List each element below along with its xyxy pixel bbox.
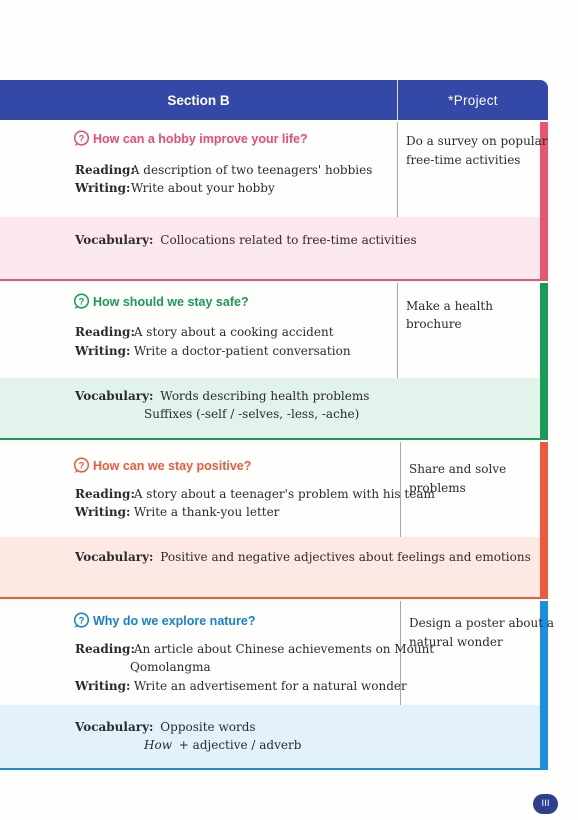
unit-bottom-line xyxy=(0,768,548,770)
svg-text:?: ? xyxy=(78,615,85,627)
unit-3 xyxy=(0,442,548,599)
reading-label: Reading: xyxy=(75,642,135,656)
unit-question xyxy=(73,130,308,147)
reading-row xyxy=(75,641,434,658)
column-divider xyxy=(397,283,398,378)
unit-question-text: How can we stay positive? xyxy=(93,458,252,473)
project-line-1: Design a poster about a xyxy=(409,616,555,630)
writing-row xyxy=(75,180,275,197)
unit-bottom-line xyxy=(0,279,548,281)
vocabulary-label: Vocabulary: xyxy=(75,389,154,403)
vocabulary-text: Positive and negative adjectives about feelings and emotions xyxy=(160,550,531,564)
vocabulary-row-2 xyxy=(144,406,359,423)
reading-row xyxy=(75,324,334,341)
svg-text:?: ? xyxy=(78,296,85,308)
project-line-2: brochure xyxy=(406,317,462,331)
writing-text: Write a thank-you letter xyxy=(133,505,280,519)
reading-row xyxy=(75,486,435,503)
writing-label: Writing: xyxy=(75,181,131,195)
vocabulary-text-2: + adjective / adverb xyxy=(178,738,302,752)
question-bubble-icon xyxy=(73,612,90,629)
vocabulary-label: Vocabulary: xyxy=(75,550,154,564)
reading-row xyxy=(75,162,372,179)
reading-text: An article about Chinese achievements on Mount xyxy=(133,642,435,656)
reading-label: Reading: xyxy=(75,163,135,177)
section-b-heading: Section B xyxy=(167,92,230,108)
unit-1 xyxy=(0,122,548,281)
writing-label: Writing: xyxy=(75,505,131,519)
column-divider xyxy=(397,122,398,217)
reading-text: A story about a teenager's problem with his team xyxy=(133,487,435,501)
unit-2 xyxy=(0,283,548,440)
writing-label: Writing: xyxy=(75,344,131,358)
writing-text: Write a doctor-patient conversation xyxy=(133,344,351,358)
vocabulary-italic-word: How xyxy=(144,738,172,752)
vocabulary-label: Vocabulary: xyxy=(75,720,154,734)
writing-label: Writing: xyxy=(75,679,131,693)
writing-text: Write an advertisement for a natural wonder xyxy=(133,679,407,693)
project-line-1: Do a survey on popular xyxy=(406,134,548,148)
vocabulary-label: Vocabulary: xyxy=(75,233,154,247)
unit-question-text: Why do we explore nature? xyxy=(93,613,256,628)
project-line-1: Make a health xyxy=(406,299,493,313)
unit-question xyxy=(73,457,251,474)
vocabulary-text: Words describing health problems xyxy=(160,389,370,403)
unit-question xyxy=(73,293,249,310)
vocabulary-row xyxy=(75,719,256,736)
vocabulary-text: Collocations related to free-time activities xyxy=(160,233,417,247)
project-line-2: free-time activities xyxy=(406,153,521,167)
reading-text: A description of two teenagers' hobbies xyxy=(130,163,373,177)
page-number: III xyxy=(533,794,558,814)
writing-row xyxy=(75,343,351,360)
table-header xyxy=(0,80,548,120)
reading-text: A story about a cooking accident xyxy=(133,325,334,339)
vocabulary-row xyxy=(75,388,369,405)
unit-4 xyxy=(0,601,555,770)
project-line-1: Share and solve xyxy=(409,462,507,476)
writing-row xyxy=(75,678,407,695)
writing-row xyxy=(75,504,279,521)
question-bubble-icon xyxy=(73,130,90,147)
vocabulary-row xyxy=(75,549,531,566)
unit-bottom-line xyxy=(0,438,548,440)
project-line-2: problems xyxy=(409,481,466,495)
question-bubble-icon xyxy=(73,293,90,310)
svg-text:?: ? xyxy=(78,133,85,145)
project-heading: *Project xyxy=(448,92,498,108)
vocabulary-band xyxy=(0,537,540,597)
project-line-2: natural wonder xyxy=(409,635,503,649)
accent-bar xyxy=(540,442,548,599)
reading-text-continued: Qomolangma xyxy=(130,660,211,674)
reading-label: Reading: xyxy=(75,325,135,339)
writing-text: Write about your hobby xyxy=(130,181,275,195)
unit-bottom-line xyxy=(0,597,548,599)
vocabulary-text-2: Suffixes (-self / -selves, -less, -ache) xyxy=(144,407,360,421)
vocabulary-row-2 xyxy=(144,737,301,754)
reading-label: Reading: xyxy=(75,487,135,501)
unit-question-text: How should we stay safe? xyxy=(93,294,249,309)
question-bubble-icon xyxy=(73,457,90,474)
unit-question-text: How can a hobby improve your life? xyxy=(93,131,308,146)
svg-text:?: ? xyxy=(78,460,85,472)
accent-bar xyxy=(540,283,548,440)
unit-question xyxy=(73,612,256,629)
vocabulary-row xyxy=(75,232,417,249)
vocabulary-text: Opposite words xyxy=(160,720,256,734)
